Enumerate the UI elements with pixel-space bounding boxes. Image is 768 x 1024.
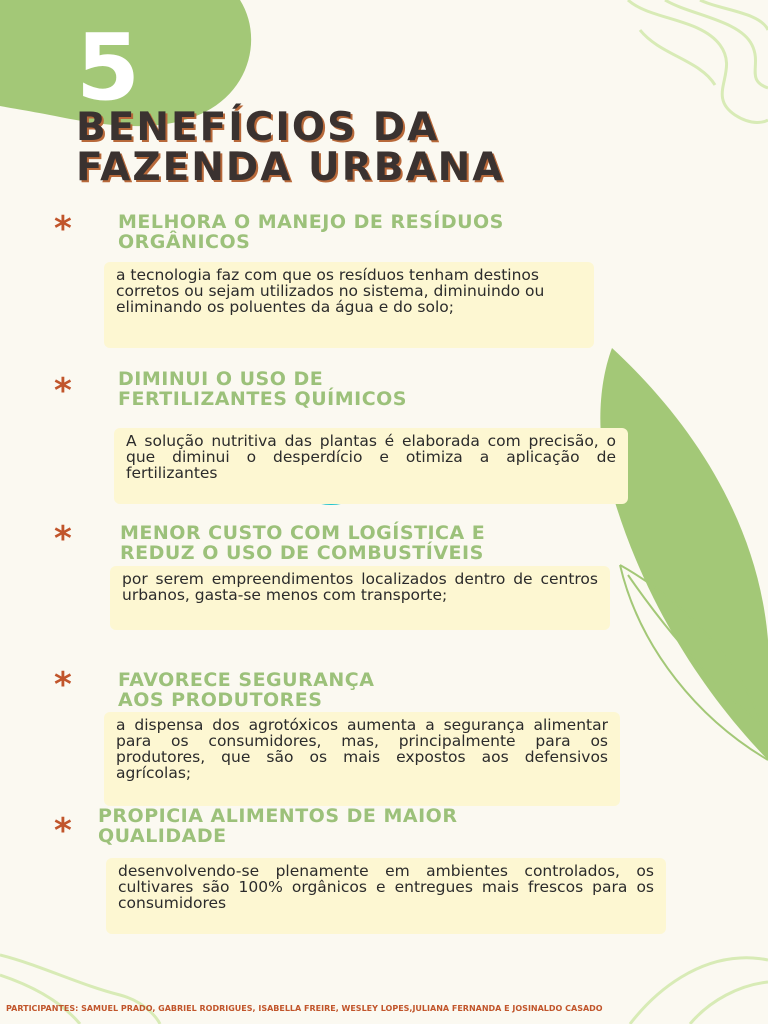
bottom-contour-lines <box>0 955 768 1024</box>
heading-line-2: REDUZ O USO DE COMBUSTÍVEIS <box>120 542 484 564</box>
heading-line-1: PROPICIA ALIMENTOS DE MAIOR <box>98 805 458 827</box>
asterisk-icon: * <box>54 371 72 411</box>
section-number: 5 <box>76 14 143 121</box>
benefit-heading <box>120 523 485 563</box>
asterisk-icon: * <box>54 519 72 559</box>
benefit-heading <box>118 670 374 710</box>
benefit-text: a dispensa dos agrotóxicos aumenta a segurança alimentar para os consumidores, mas, principalmente para os produtores, que são os mais expostos aos defensivos agrícolas; <box>104 712 620 806</box>
asterisk-icon: * <box>54 209 72 249</box>
asterisk-icon: * <box>54 811 72 851</box>
right-leaf <box>600 348 768 760</box>
benefit-text: A solução nutritiva das plantas é elaborada com precisão, o que diminui o desperdício e otimiza a aplicação de fertilizantes <box>114 428 628 504</box>
heading-line-2: FERTILIZANTES QUÍMICOS <box>118 388 407 410</box>
heading-line-1: MELHORA O MANEJO DE RESÍDUOS <box>118 211 504 233</box>
benefit-text: por serem empreendimentos localizados dentro de centros urbanos, gasta-se menos com transporte; <box>110 566 610 630</box>
heading-line-1: MENOR CUSTO COM LOGÍSTICA E <box>120 522 486 544</box>
asterisk-icon: * <box>54 665 72 705</box>
top-right-contour-lines <box>628 0 768 122</box>
heading-line-2: AOS PRODUTORES <box>118 689 323 711</box>
page-title <box>76 105 505 190</box>
heading-line-2: QUALIDADE <box>98 825 227 847</box>
benefit-heading <box>118 212 504 252</box>
title-line-1: BENEFÍCIOS DA <box>76 105 440 150</box>
title-line-2: FAZENDA URBANA <box>76 145 505 190</box>
heading-line-2: ORGÂNICOS <box>118 231 251 253</box>
benefit-text: a tecnologia faz com que os resíduos tenham destinos corretos ou sejam utilizados no sistema, diminuindo ou eliminando os poluentes da água e do solo; <box>104 262 594 348</box>
heading-line-1: FAVORECE SEGURANÇA <box>118 669 375 691</box>
heading-line-1: DIMINUI O USO DE <box>118 368 324 390</box>
benefit-text: desenvolvendo-se plenamente em ambientes controlados, os cultivares são 100% orgânicos e entregues mais frescos para os consumidores <box>106 858 666 934</box>
benefit-heading <box>118 369 407 409</box>
benefit-heading <box>98 806 457 846</box>
participants-footer: PARTICIPANTES: SAMUEL PRADO, GABRIEL RODRIGUES, ISABELLA FREIRE, WESLEY LOPES,JULIANA FERNANDA E JOSINALDO CASADO <box>6 1004 603 1013</box>
